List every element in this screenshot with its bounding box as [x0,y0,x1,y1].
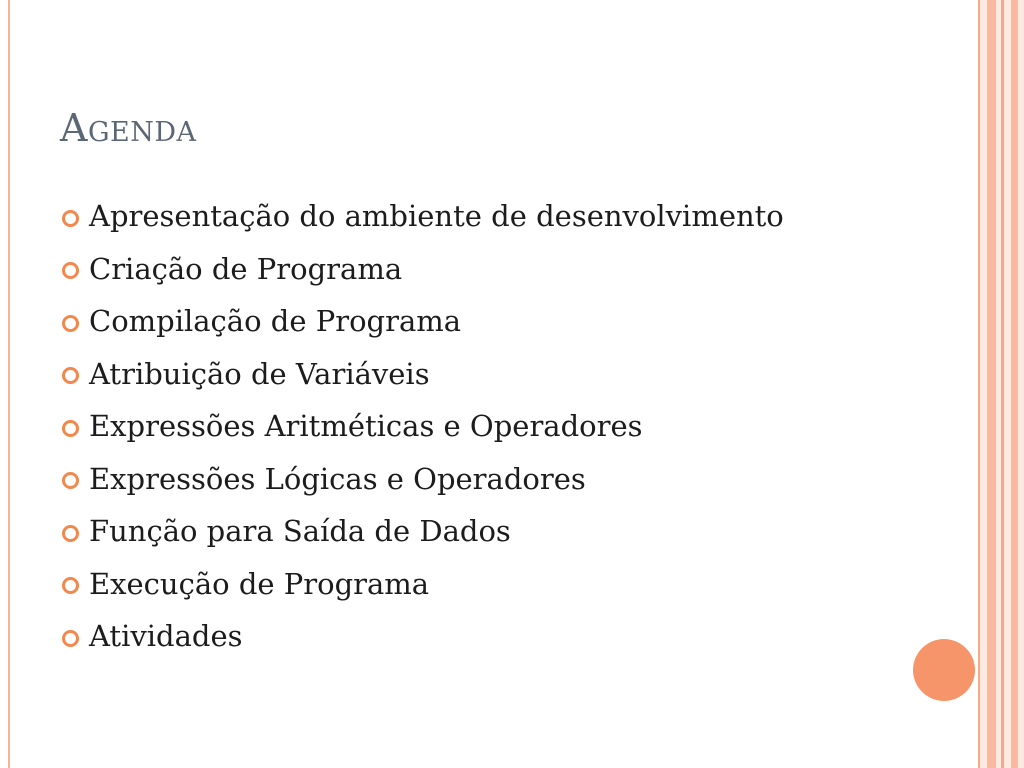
slide-title: Agenda [60,106,197,150]
left-accent-line [8,0,10,768]
list-item-label: Função para Saída de Dados [89,514,511,549]
list-item [62,453,784,506]
ring-bullet-icon [62,577,79,594]
list-item [62,505,784,558]
right-stripe [1001,0,1004,768]
ring-bullet-icon [62,420,79,437]
right-stripe [987,0,996,768]
list-item-label: Apresentação do ambiente de desenvolvimento [89,199,784,234]
list-item [62,348,784,401]
list-item [62,295,784,348]
list-item [62,610,784,663]
ring-bullet-icon [62,472,79,489]
list-item-label: Criação de Programa [89,251,403,286]
list-item-label: Atividades [89,619,243,654]
agenda-list [62,190,784,663]
list-item [62,400,784,453]
list-item [62,243,784,296]
ring-bullet-icon [62,262,79,279]
right-stripe [978,0,980,768]
list-item-label: Compilação de Programa [89,304,462,339]
ring-bullet-icon [62,315,79,332]
list-item-label: Execução de Programa [89,566,430,601]
list-item [62,190,784,243]
list-item-label: Expressões Lógicas e Operadores [89,461,586,496]
orange-circle-icon [913,639,975,701]
ring-bullet-icon [62,367,79,384]
ring-bullet-icon [62,210,79,227]
ring-bullet-icon [62,630,79,647]
right-stripe [1011,0,1018,768]
list-item-label: Expressões Aritméticas e Operadores [89,409,643,444]
ring-bullet-icon [62,525,79,542]
list-item-label: Atribuição de Variáveis [89,356,430,391]
list-item [62,558,784,611]
